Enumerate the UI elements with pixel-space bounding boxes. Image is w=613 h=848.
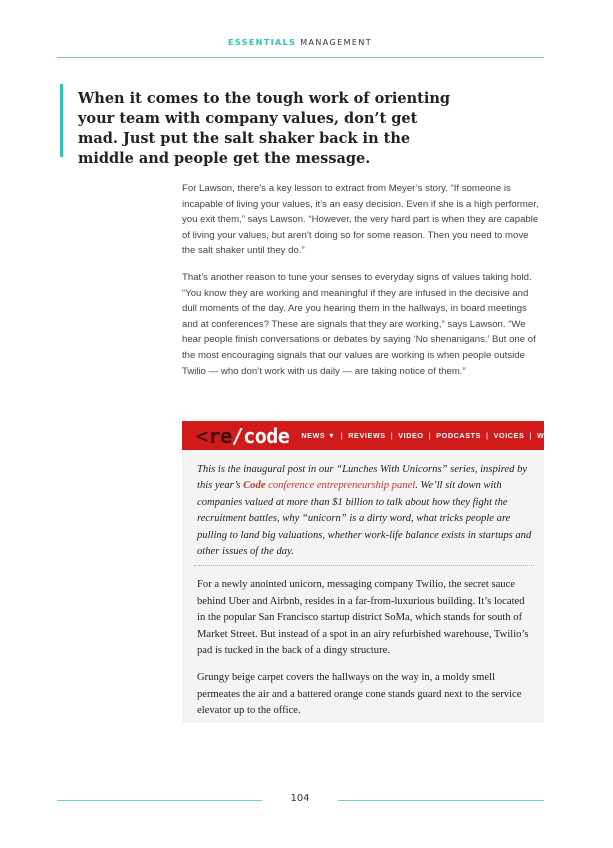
recode-nav: NEWS ▼ | REVIEWS | VIDEO | PODCASTS | VOICES | WRITERS ▼ | EVE	[301, 431, 613, 440]
nav-item-news: NEWS ▼	[301, 431, 336, 440]
paragraph: For Lawson, there’s a key lesson to extract from Meyer’s story. “If someone is incapable of living your values, it’s an easy decision. Even if she is a high performer, you exit them,” says Lawson. “However, the very hard part is when they are capable of living your values, but aren’t doing so for some reason. Then you need to move the salt shaker until they do.”	[182, 183, 539, 257]
nav-item-voices: VOICES	[493, 431, 525, 440]
footer-rule-right	[338, 800, 544, 801]
page-number: 104	[290, 793, 310, 804]
recode-article-screenshot	[182, 421, 613, 723]
recode-logo: <re/code	[196, 423, 290, 448]
dotted-divider	[194, 565, 534, 566]
nav-item-video: VIDEO	[398, 431, 424, 440]
article-paragraph: For a newly anointed unicorn, messaging company Twilio, the secret sauce behind Uber and Airbnb, resides in a far-from-luxurious building. It’s located in the popular San Francisco startup district SoMa, which stands for south of Market Street. But instead of a spot in an airy refurbished warehouse, Twilio’s pad is tucked in the back of a dingy structure.	[197, 579, 529, 657]
article-body	[197, 577, 535, 730]
nav-item-reviews: REVIEWS	[348, 431, 386, 440]
pull-quote-text: When it comes to the tough work of orienting your team with company values, don’t get mad. Just put the salt shaker back in the middle and people get the message.	[78, 90, 451, 167]
article-paragraph: Grungy beige carpet covers the hallways on the way in, a moldy smell permeates the air and a battered orange cone stands guard next to the service elevator up to the office.	[197, 671, 522, 717]
section-header	[0, 38, 600, 47]
pull-quote	[60, 84, 460, 167]
nav-item-writers: WRITERS ▼	[537, 431, 585, 440]
header-rule	[57, 57, 544, 58]
header-accent: ESSENTIALS	[227, 38, 297, 47]
nav-item-podcasts: PODCASTS	[436, 431, 481, 440]
recode-nav-bar	[182, 421, 613, 450]
paragraph: That’s another reason to tune your senses to everyday signs of values taking hold. “You know they are working and meaningful if they are infused in the decisive and dull moments of the day. Are you hearing them in the hallways, in board meetings and at conferences? These are signals that they are working,” says Lawson. “We hear people finish conversations or debates by saying ‘No shenanigans.’ But one of the most encouraging signals that our values are working is when people outside Twilio — who don’t work with us daily — are taking notice of them.”	[182, 271, 536, 377]
body-text	[182, 181, 544, 390]
nav-item-events: EVE	[597, 431, 613, 440]
header-section: MANAGEMENT	[300, 38, 372, 47]
entrepreneurship-panel-link: conference entrepreneurship panel	[265, 480, 416, 492]
code-brand: Code	[243, 480, 266, 492]
footer-rule-left	[57, 800, 262, 801]
article-intro: This is the inaugural post in our “Lunches With Unicorns” series, inspired by this year’s Code conference entrepreneurship panel. We’ll sit down with companies valued at more than $1 billion to talk about how they fight the recruitment battles, why “unicorn” is a dirty word, what tricks people are pulling to land big valuations, whether work-life balance exists in startups and other issues of the day.	[197, 464, 532, 558]
